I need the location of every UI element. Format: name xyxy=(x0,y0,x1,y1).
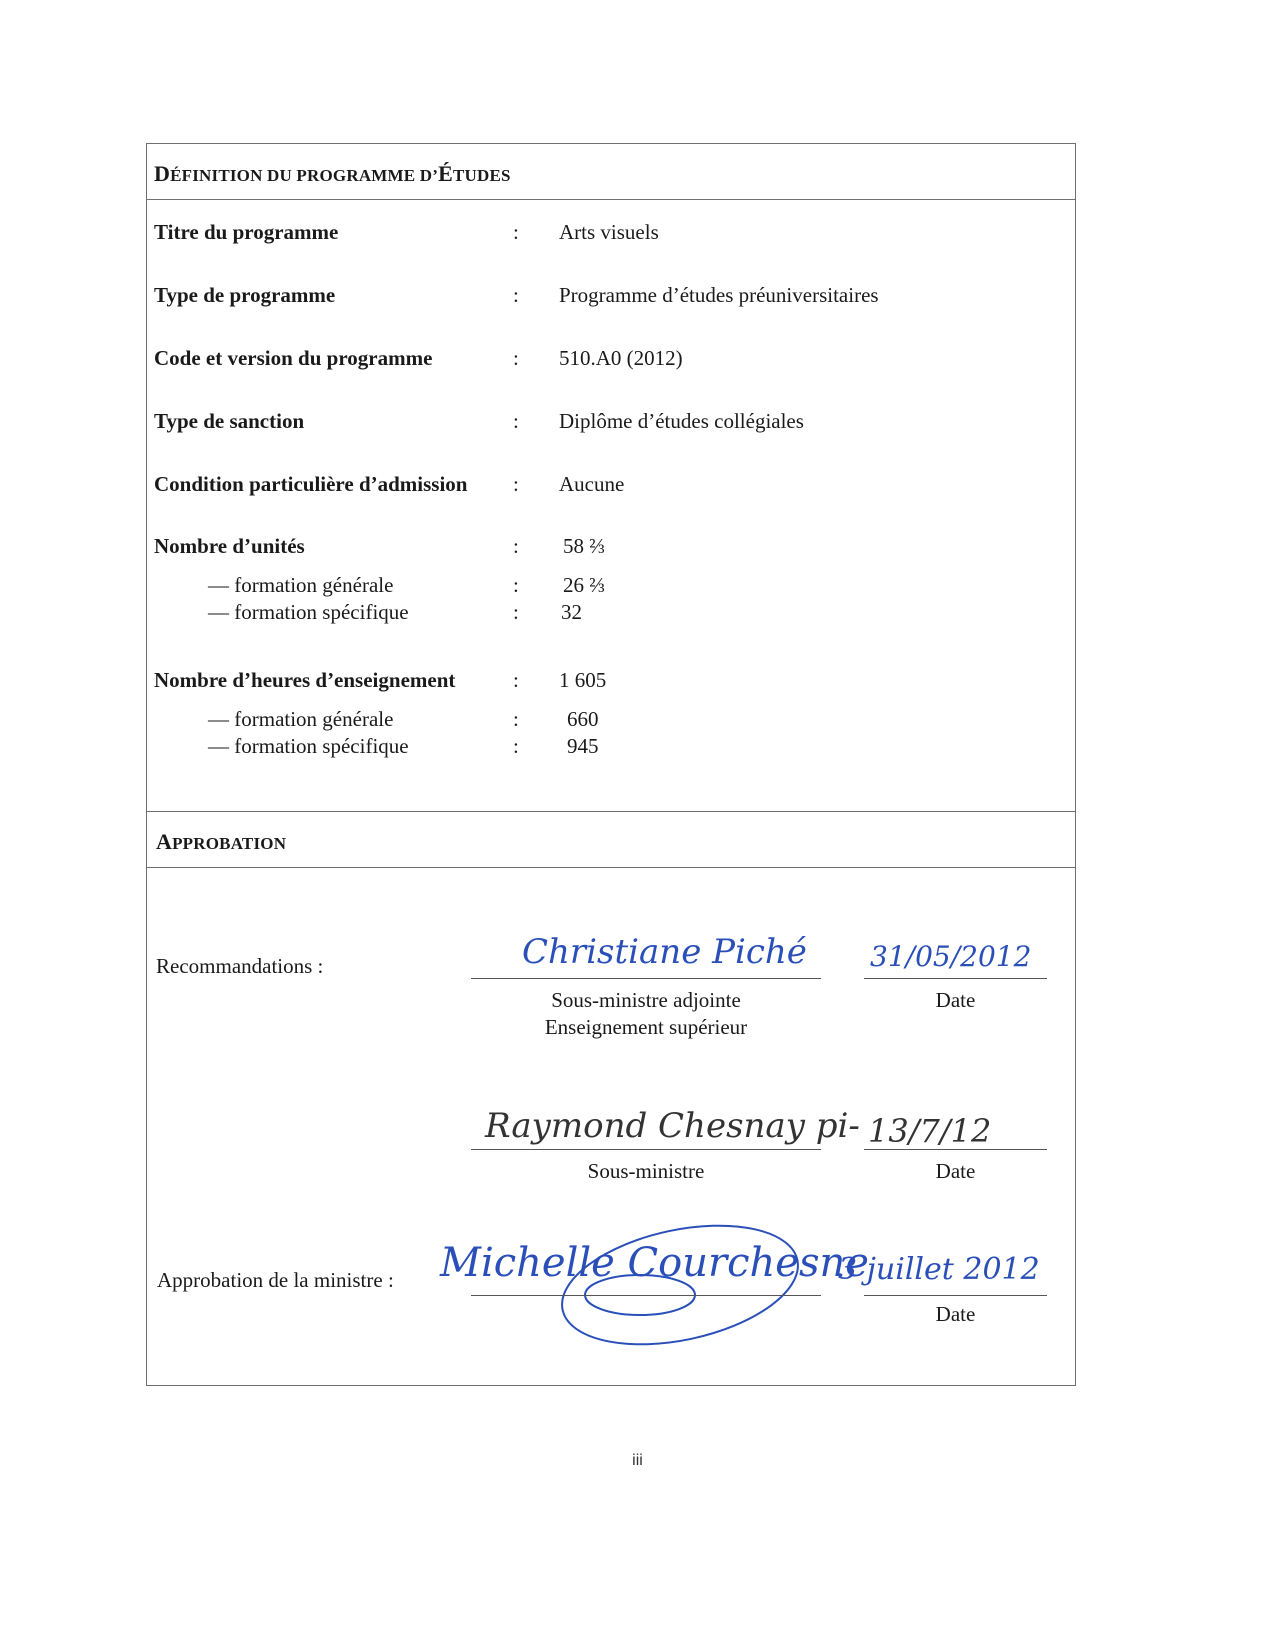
page-number: iii xyxy=(632,1452,643,1469)
signature-line xyxy=(471,1149,821,1150)
date-line xyxy=(864,1149,1047,1150)
signature-line xyxy=(471,978,821,979)
field-label: Condition particulière d’admission xyxy=(154,472,468,496)
date-caption: Date xyxy=(935,1302,976,1326)
field-sublabel: — formation spécifique xyxy=(208,734,409,758)
divider xyxy=(146,867,1076,868)
divider xyxy=(146,199,1076,200)
section-title-definition: DÉFINITION DU PROGRAMME D’ÉTUDES xyxy=(154,161,511,186)
signature-sous-ministre: Raymond Chesnay pi- xyxy=(485,1106,860,1146)
field-value: Aucune xyxy=(559,472,625,496)
signature-caption-subtitle: Enseignement supérieur xyxy=(544,1015,748,1039)
field-value: Arts visuels xyxy=(559,220,659,244)
recommandations-label: Recommandations : xyxy=(156,954,324,978)
signature-ministre: Michelle Courchesne xyxy=(440,1240,869,1286)
field-sublabel: — formation générale xyxy=(208,707,394,731)
field-value: 26 ⅔ xyxy=(563,573,605,597)
field-value: 510.A0 (2012) xyxy=(559,346,683,370)
signature-line xyxy=(471,1295,821,1296)
field-value: 1 605 xyxy=(559,668,607,692)
field-label: Nombre d’unités xyxy=(154,534,305,558)
signature-sous-ministre-adjointe: Christiane Piché xyxy=(522,932,807,972)
field-value: Diplôme d’études collégiales xyxy=(559,409,804,433)
field-sublabel: — formation spécifique xyxy=(208,600,409,624)
program-definition-frame xyxy=(146,143,1076,1386)
signature-caption-title: Sous-ministre xyxy=(587,1159,705,1183)
ministre-approval-label: Approbation de la ministre : xyxy=(157,1268,394,1292)
handwritten-date: 31/05/2012 xyxy=(870,940,1032,973)
signature-caption-title: Sous-ministre adjointe xyxy=(551,988,741,1012)
field-sublabel: — formation générale xyxy=(208,573,394,597)
handwritten-date: 3 juillet 2012 xyxy=(838,1252,1040,1287)
field-value: 58 ⅔ xyxy=(563,534,605,558)
field-value: Programme d’études préuniversitaires xyxy=(559,283,879,307)
field-value: 945 xyxy=(567,734,599,758)
field-label: Type de sanction xyxy=(154,409,305,433)
field-label: Nombre d’heures d’enseignement xyxy=(154,668,456,692)
date-line xyxy=(864,978,1047,979)
field-value: 32 xyxy=(561,600,582,624)
section-title-approbation: APPROBATION xyxy=(156,829,287,854)
date-line xyxy=(864,1295,1047,1296)
date-caption: Date xyxy=(935,1159,976,1183)
divider xyxy=(146,811,1076,812)
field-label: Type de programme xyxy=(154,283,336,307)
field-value: 660 xyxy=(567,707,599,731)
date-caption: Date xyxy=(935,988,976,1012)
handwritten-date: 13/7/12 xyxy=(868,1112,992,1150)
field-label: Titre du programme xyxy=(154,220,339,244)
field-label: Code et version du programme xyxy=(154,346,433,370)
